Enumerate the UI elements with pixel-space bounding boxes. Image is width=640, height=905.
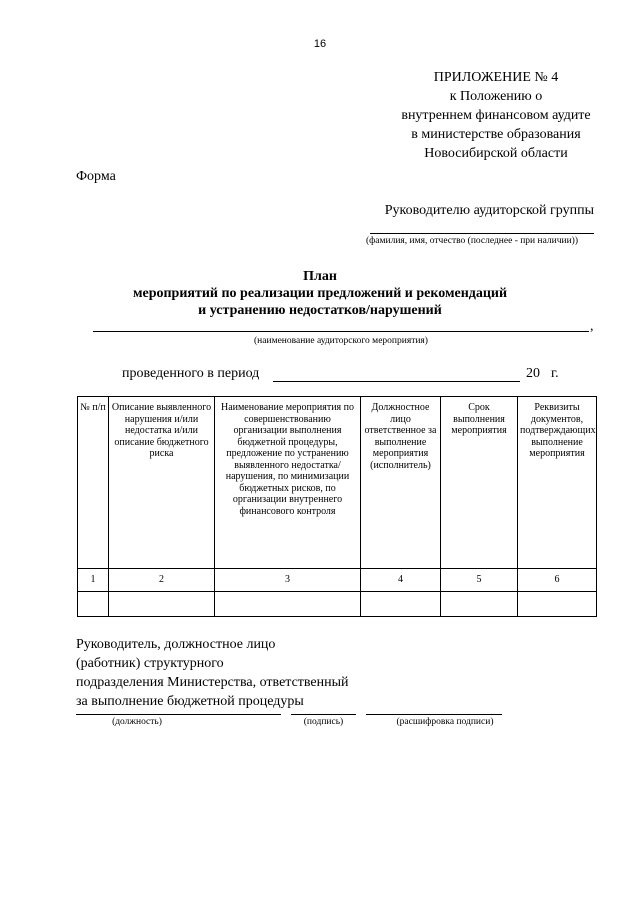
sign-caption: (подпись)	[303, 717, 344, 727]
header-deadline: Срок выполнения мероприятия	[441, 397, 518, 569]
title-line: и устранению недостатков/нарушений	[198, 303, 442, 318]
period-line	[273, 381, 520, 382]
table-row	[78, 592, 597, 617]
appendix-line: к Положению о	[449, 89, 543, 104]
table-header-row	[78, 397, 597, 569]
appendix-line: ПРИЛОЖЕНИЕ № 4	[433, 70, 559, 85]
decoding-line	[366, 714, 502, 715]
empty-cell	[109, 592, 215, 617]
addressee-caption: (фамилия, имя, отчество (последнее - при наличии))	[365, 236, 579, 246]
signature-block	[76, 635, 349, 711]
period-label: проведенного в период	[122, 366, 260, 381]
addressee-name-line	[370, 233, 594, 234]
header-measure: Наименование мероприятия по совершенствованию организации выполнения бюджетной процедуры, предложение по устранению выявленного недостатка/нарушения, по минимизации бюджетных рисков, по организации внутреннего финансового контроля	[215, 397, 361, 569]
title-line: мероприятий по реализации предложений и рекомендаций	[132, 286, 508, 301]
header-documents: Реквизиты документов, подтверждающих выполнение мероприятия	[518, 397, 597, 569]
plan-table	[77, 396, 597, 617]
audit-event-caption: (наименование аудиторского мероприятия)	[254, 336, 428, 346]
column-number: 6	[518, 569, 597, 592]
sign-line	[291, 714, 356, 715]
signature-line-text: Руководитель, должностное лицо	[76, 637, 276, 652]
signature-line-text: за выполнение бюджетной процедуры	[76, 694, 304, 709]
page-number: 16	[313, 38, 327, 50]
appendix-line: в министерстве образования	[411, 127, 581, 142]
document-title	[60, 268, 580, 319]
column-number: 3	[215, 569, 361, 592]
header-description: Описание выявленного нарушения и/или недостатка и/или описание бюджетного риска	[109, 397, 215, 569]
title-heading: План	[303, 269, 337, 284]
signature-line-text: подразделения Министерства, ответственный	[76, 675, 349, 690]
column-number: 1	[78, 569, 109, 592]
table-number-row	[78, 569, 597, 592]
column-number: 4	[361, 569, 441, 592]
event-comma: ,	[590, 319, 594, 334]
form-label: Форма	[76, 169, 116, 184]
period-year-prefix: 20	[526, 366, 540, 381]
appendix-line: Новосибирской области	[424, 146, 568, 161]
position-line	[76, 714, 281, 715]
column-number: 5	[441, 569, 518, 592]
signature-line-text: (работник) структурного	[76, 656, 224, 671]
period-year-suffix: г.	[551, 366, 559, 381]
empty-cell	[215, 592, 361, 617]
column-number: 2	[109, 569, 215, 592]
position-caption: (должность)	[112, 717, 162, 727]
empty-cell	[78, 592, 109, 617]
audit-event-line	[93, 331, 589, 332]
header-responsible: Должностное лицо ответственное за выполнение мероприятия (исполнитель)	[361, 397, 441, 569]
appendix-line: внутреннем финансовом аудите	[401, 108, 591, 123]
empty-cell	[361, 592, 441, 617]
empty-cell	[441, 592, 518, 617]
empty-cell	[518, 592, 597, 617]
header-number: № п/п	[78, 397, 109, 569]
appendix-header	[380, 68, 612, 163]
decoding-caption: (расшифровка подписи)	[396, 717, 494, 727]
addressee-title: Руководителю аудиторской группы	[384, 203, 594, 218]
